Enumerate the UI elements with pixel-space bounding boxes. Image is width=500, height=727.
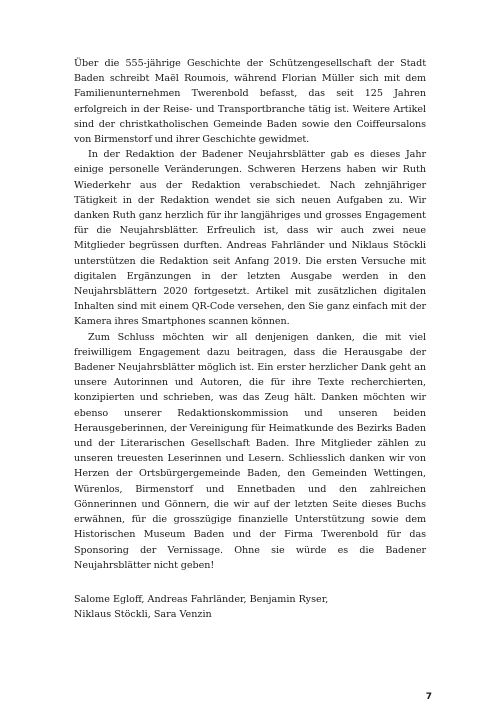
document-page bbox=[74, 56, 426, 622]
signature-block bbox=[74, 592, 426, 622]
page-number: 7 bbox=[425, 692, 432, 702]
signature-line-2: Niklaus Stöckli, Sara Venzin bbox=[74, 609, 212, 621]
paragraph-editorial-changes: In der Redaktion der Badener Neujahrsblätter gab es dieses Jahr einige personelle Veränderungen. Schweren Herzens haben wir Ruth Wiederkehr aus der Redaktion verabschiedet. Nach zehnjähriger Tätigkeit in der Redaktion wendet sie sich neuen Aufgaben zu. Wir danken Ruth ganz herzlich für ihr langjähriges und grosses Engagement für die Neujahrsblätter. Erfreulich ist, dass wir auch zwei neue Mitglieder begrüssen durften. Andreas Fahrländer und Niklaus Stöckli unterstützen die Redaktion seit Anfang 2019. Die ersten Versuche mit digitalen Ergänzungen in der letzten Ausgabe werden in den Neujahrsblättern 2020 fortgesetzt. Artikel mit zusätzlichen digitalen Inhalten sind mit einem QR-Code versehen, den Sie ganz einfach mit der Kamera ihres Smartphones scannen können. bbox=[74, 149, 426, 328]
paragraph-acknowledgements: Zum Schluss möchten wir all denjenigen danken, die mit viel freiwilligem Engagement dazu beitragen, dass die Herausgabe der Badener Neujahrsblätter möglich ist. Ein erster herzlicher Dank geht an unsere Autorinnen und Autoren, die für ihre Texte recherchierten, konzipierten und schrieben, was das Zeug hält. Danken möchten wir ebenso unserer Redaktionskommission und unseren beiden Herausgeberinnen, der Vereinigung für Heimatkunde des Bezirks Baden und der Literarischen Gesellschaft Baden. Ihre Mitglieder zählen zu unseren treuesten Leserinnen und Lesern. Schliesslich danken wir von Herzen der Ortsbürgergemeinde Baden, den Gemeinden Wettingen, Würenlos, Birmenstorf und Ennetbaden und den zahlreichen Gönnerinnen und Gönnern, die wir auf der letzten Seite dieses Buchs erwähnen, für die grosszügige finanzielle Unterstützung sowie dem Historischen Museum Baden und der Firma Twerenbold für das Sponsoring der Vernissage. Ohne sie würde es die Badener Neujahrsblätter nicht geben! bbox=[74, 331, 426, 571]
paragraph-intro: Über die 555-jährige Geschichte der Schützengesellschaft der Stadt Baden schreibt Maël Roumois, während Florian Müller sich mit dem Familienunternehmen Twerenbold befasst, das seit 125 Jahren erfolgreich in der Reise- und Transportbranche tätig ist. Weitere Artikel sind der christkatholischen Gemeinde Baden sowie den Coiffeursalons von Birmenstorf und ihrer Geschichte gewidmet. bbox=[74, 58, 426, 146]
signature-line-1: Salome Egloff, Andreas Fahrländer, Benjamin Ryser, bbox=[74, 593, 329, 605]
